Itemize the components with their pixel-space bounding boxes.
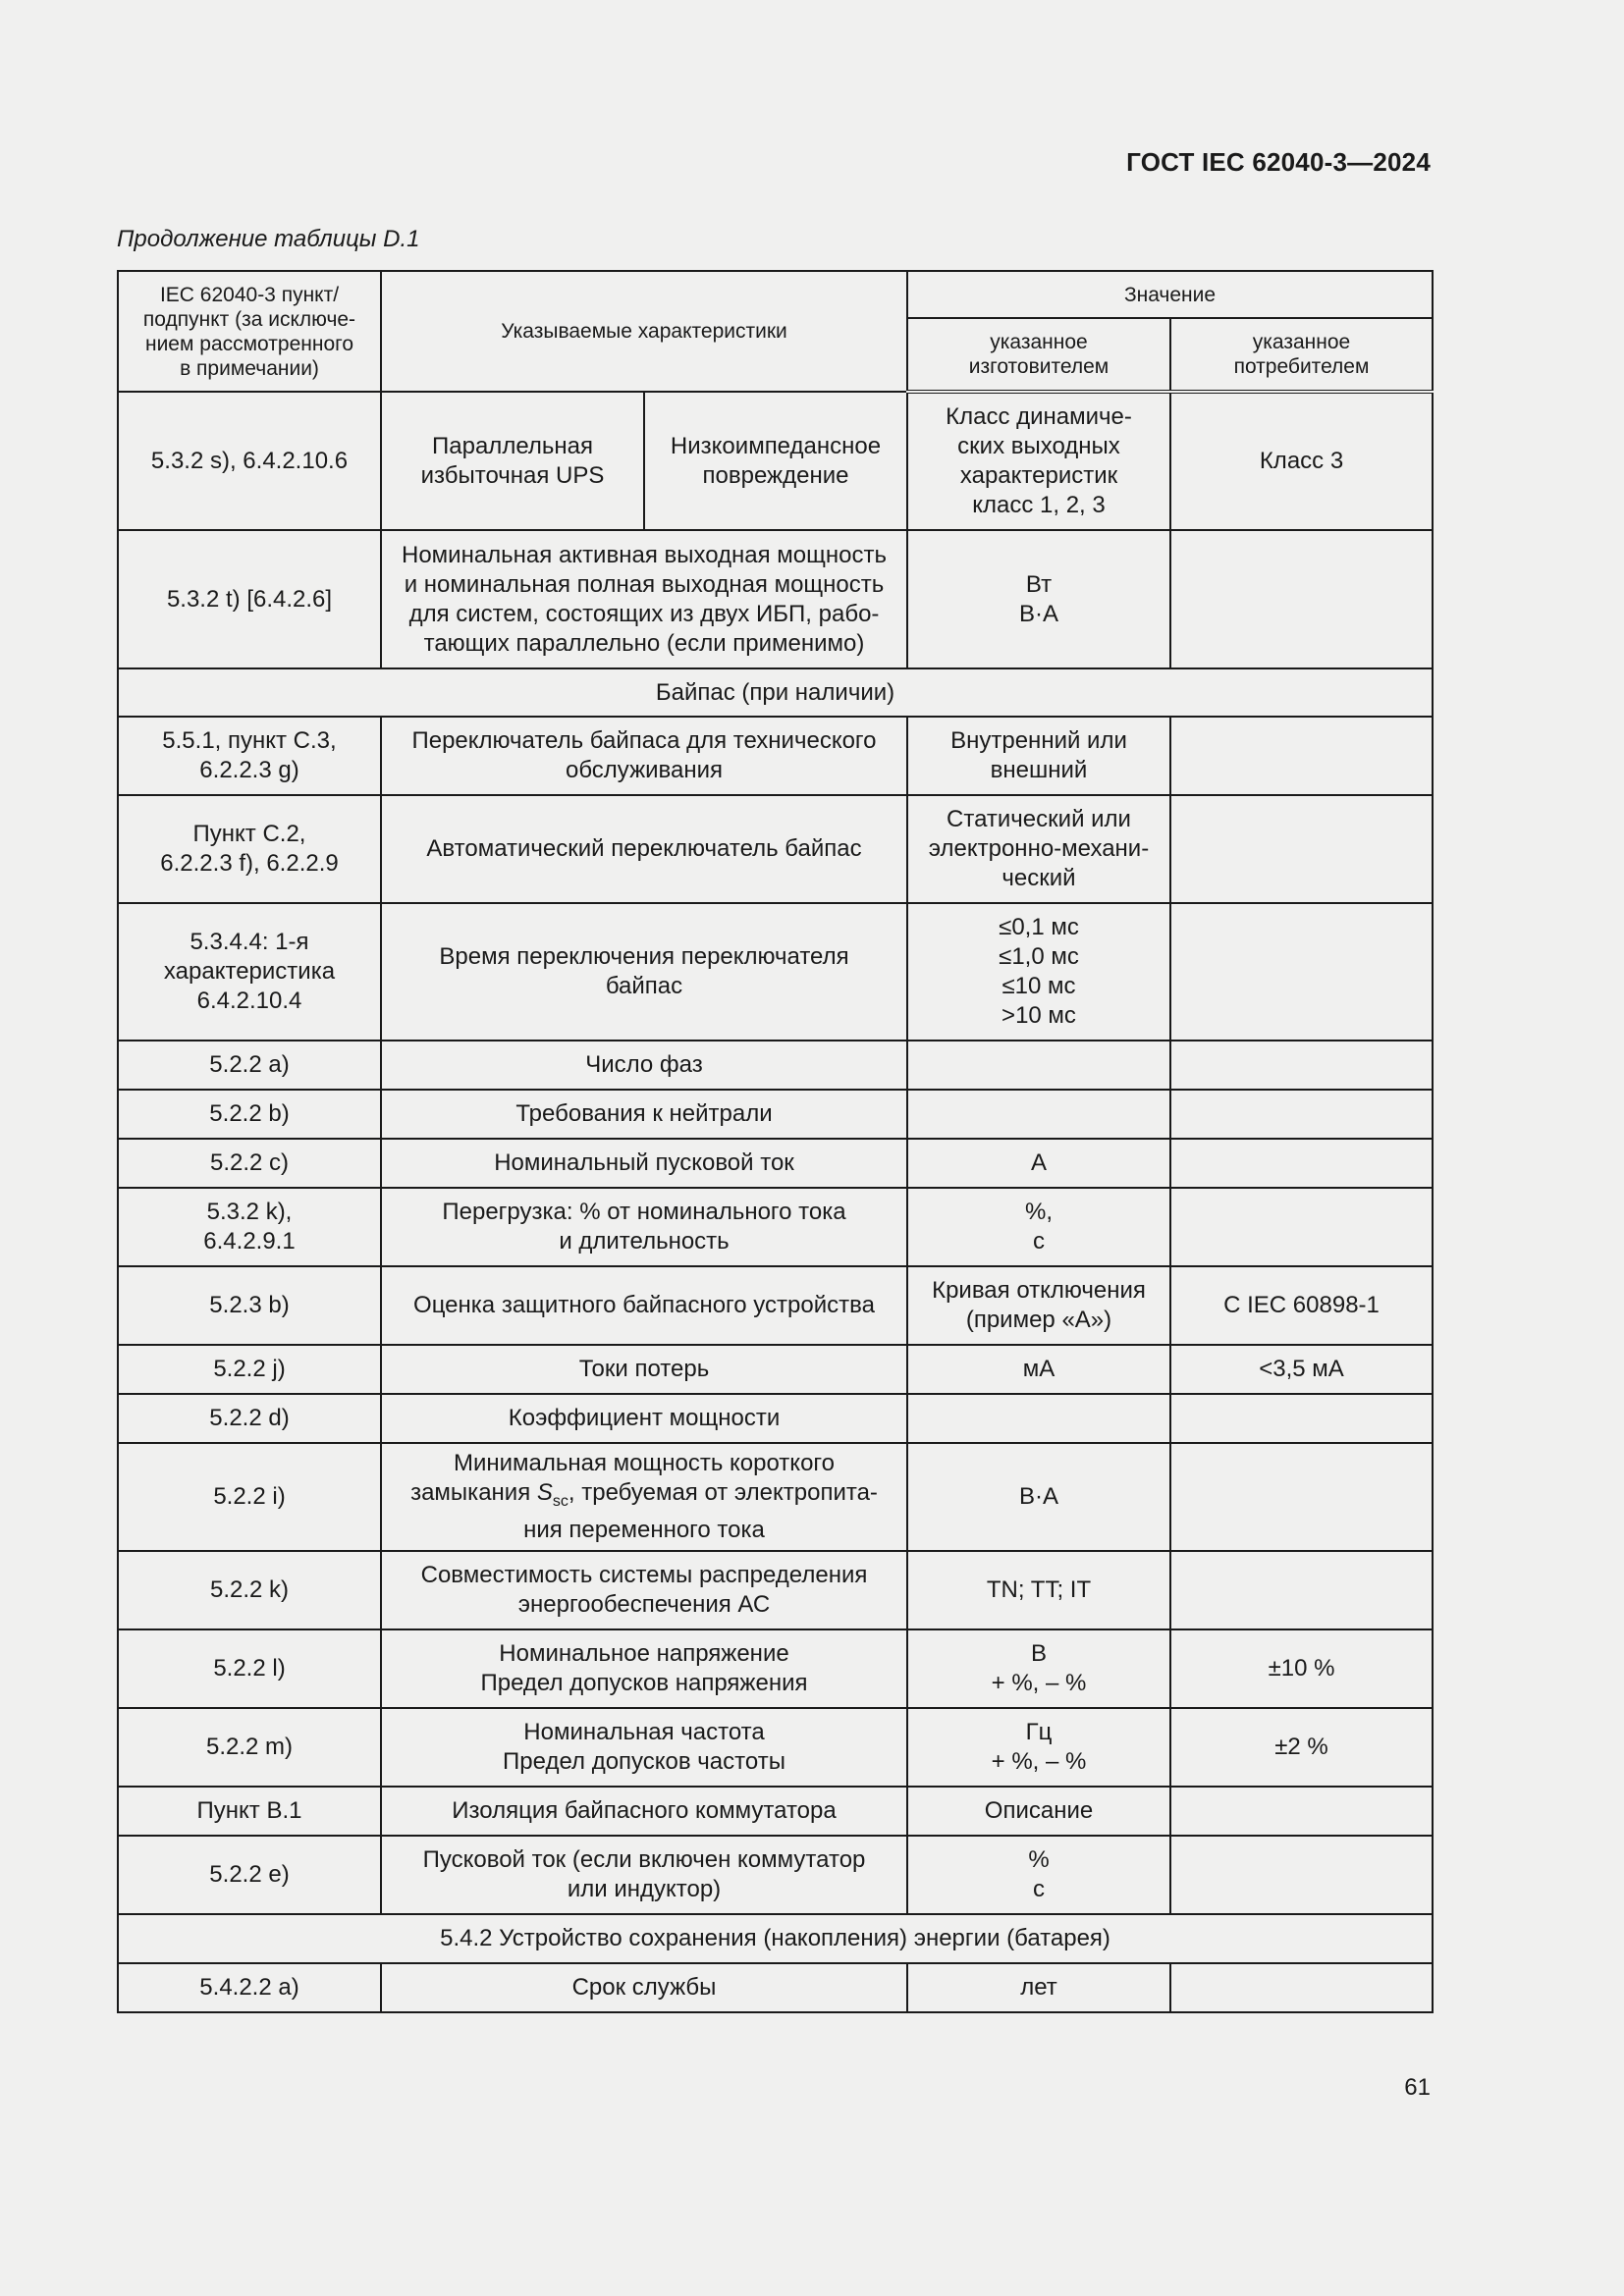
purchaser-value-cell xyxy=(1170,530,1433,668)
characteristic-cell: Совместимость системы распределения энергообеспечения АС xyxy=(381,1551,907,1629)
clause-cell: 5.2.2 j) xyxy=(118,1345,381,1394)
manufacturer-value-cell: Гц + %, – % xyxy=(907,1708,1170,1787)
manufacturer-value-cell: Класс динамиче- ских выходных характеристик класс 1, 2, 3 xyxy=(907,392,1170,530)
table-row xyxy=(118,1090,1433,1139)
section-title-bypass: Байпас (при наличии) xyxy=(118,668,1433,717)
table-row xyxy=(118,1836,1433,1914)
section-row xyxy=(118,1914,1433,1963)
characteristic-line: , требуемая от электропита- xyxy=(568,1478,878,1506)
table-row xyxy=(118,1787,1433,1836)
characteristic-cell: Коэффициент мощности xyxy=(381,1394,907,1443)
manufacturer-value-cell: Описание xyxy=(907,1787,1170,1836)
manufacturer-value-cell: %, с xyxy=(907,1188,1170,1266)
table-row xyxy=(118,717,1433,795)
clause-cell: 5.2.2 a) xyxy=(118,1041,381,1090)
manufacturer-value-cell: В + %, – % xyxy=(907,1629,1170,1708)
characteristic-cell: Переключатель байпаса для технического обслуживания xyxy=(381,717,907,795)
purchaser-value-cell xyxy=(1170,903,1433,1041)
clause-cell: 5.2.2 e) xyxy=(118,1836,381,1914)
table-row xyxy=(118,1394,1433,1443)
clause-cell: 5.3.2 t) [6.4.2.6] xyxy=(118,530,381,668)
table-row xyxy=(118,1266,1433,1345)
characteristic-cell: Число фаз xyxy=(381,1041,907,1090)
table-row xyxy=(118,1963,1433,2012)
table-row xyxy=(118,1041,1433,1090)
table-row xyxy=(118,1551,1433,1629)
purchaser-value-cell xyxy=(1170,1394,1433,1443)
characteristic-cell xyxy=(381,1443,907,1551)
characteristic-cell: Низкоимпедансное повреждение xyxy=(644,392,907,530)
purchaser-value-cell xyxy=(1170,1090,1433,1139)
clause-cell: 5.2.2 i) xyxy=(118,1443,381,1551)
table-row xyxy=(118,1629,1433,1708)
characteristic-line: Минимальная мощность короткого xyxy=(453,1449,835,1476)
purchaser-value-cell xyxy=(1170,717,1433,795)
section-title-energy-storage: 5.4.2 Устройство сохранения (накопления) энергии (батарея) xyxy=(118,1914,1433,1963)
characteristic-cell: Параллельная избыточная UPS xyxy=(381,392,644,530)
purchaser-value-cell xyxy=(1170,1443,1433,1551)
manufacturer-value-cell xyxy=(907,1041,1170,1090)
table-row xyxy=(118,1708,1433,1787)
purchaser-value-cell xyxy=(1170,1551,1433,1629)
purchaser-value-cell xyxy=(1170,795,1433,903)
clause-cell: 5.2.2 k) xyxy=(118,1551,381,1629)
purchaser-value-cell xyxy=(1170,1836,1433,1914)
purchaser-value-cell xyxy=(1170,1963,1433,2012)
purchaser-value-cell xyxy=(1170,1041,1433,1090)
table-row xyxy=(118,1188,1433,1266)
clause-cell: Пункт С.2, 6.2.2.3 f), 6.2.2.9 xyxy=(118,795,381,903)
table-row xyxy=(118,903,1433,1041)
manufacturer-value-cell: лет xyxy=(907,1963,1170,2012)
symbol-subscript: sc xyxy=(552,1492,568,1510)
manufacturer-value-cell: Внутренний или внешний xyxy=(907,717,1170,795)
manufacturer-value-cell: А xyxy=(907,1139,1170,1188)
purchaser-value-cell xyxy=(1170,1139,1433,1188)
characteristic-cell: Требования к нейтрали xyxy=(381,1090,907,1139)
characteristics-table xyxy=(117,270,1434,2013)
clause-cell: 5.3.2 s), 6.4.2.10.6 xyxy=(118,392,381,530)
characteristic-cell: Номинальное напряжение Предел допусков напряжения xyxy=(381,1629,907,1708)
clause-cell: 5.2.2 l) xyxy=(118,1629,381,1708)
characteristic-cell: Автоматический переключатель байпас xyxy=(381,795,907,903)
clause-cell: 5.2.2 d) xyxy=(118,1394,381,1443)
manufacturer-value-cell xyxy=(907,1394,1170,1443)
section-row xyxy=(118,668,1433,717)
characteristic-cell: Срок службы xyxy=(381,1963,907,2012)
characteristic-line: ния переменного тока xyxy=(523,1517,765,1544)
purchaser-value-cell: ±10 % xyxy=(1170,1629,1433,1708)
manufacturer-value-cell: ≤0,1 мс ≤1,0 мс ≤10 мс >10 мс xyxy=(907,903,1170,1041)
table-row xyxy=(118,1345,1433,1394)
header-characteristics: Указываемые характеристики xyxy=(381,271,907,392)
header-value: Значение xyxy=(907,271,1433,318)
clause-cell: 5.2.2 c) xyxy=(118,1139,381,1188)
manufacturer-value-cell xyxy=(907,1090,1170,1139)
manufacturer-value-cell: Статический или электронно-механи- ческий xyxy=(907,795,1170,903)
manufacturer-value-cell: % с xyxy=(907,1836,1170,1914)
clause-cell: 5.2.2 b) xyxy=(118,1090,381,1139)
manufacturer-value-cell: мА xyxy=(907,1345,1170,1394)
characteristic-cell: Перегрузка: % от номинального тока и длительность xyxy=(381,1188,907,1266)
clause-cell: 5.3.2 k), 6.4.2.9.1 xyxy=(118,1188,381,1266)
purchaser-value-cell: ±2 % xyxy=(1170,1708,1433,1787)
manufacturer-value-cell: Кривая отключения (пример «А») xyxy=(907,1266,1170,1345)
purchaser-value-cell: <3,5 мА xyxy=(1170,1345,1433,1394)
clause-cell: 5.2.3 b) xyxy=(118,1266,381,1345)
manufacturer-value-cell: TN; TT; IT xyxy=(907,1551,1170,1629)
purchaser-value-cell: С IEC 60898-1 xyxy=(1170,1266,1433,1345)
characteristic-cell: Номинальная активная выходная мощность и номинальная полная выходная мощность для систем, состоящих из двух ИБП, рабо- тающих параллельно (если применимо) xyxy=(381,530,907,668)
characteristic-cell: Пусковой ток (если включен коммутатор или индуктор) xyxy=(381,1836,907,1914)
table-caption: Продолжение таблицы D.1 xyxy=(117,226,420,252)
characteristic-line: замыкания xyxy=(410,1478,537,1506)
table-row xyxy=(118,530,1433,668)
characteristic-cell: Оценка защитного байпасного устройства xyxy=(381,1266,907,1345)
header-purchaser: указанное потребителем xyxy=(1170,318,1433,392)
clause-cell: 5.3.4.4: 1-я характеристика 6.4.2.10.4 xyxy=(118,903,381,1041)
clause-cell: 5.4.2.2 a) xyxy=(118,1963,381,2012)
table-row xyxy=(118,1443,1433,1551)
characteristic-cell: Изоляция байпасного коммутатора xyxy=(381,1787,907,1836)
table-row xyxy=(118,795,1433,903)
header-clause: IEC 62040-3 пункт/ подпункт (за исключе- нием рассмотренного в примечании) xyxy=(118,271,381,392)
characteristic-cell: Номинальный пусковой ток xyxy=(381,1139,907,1188)
document-code: ГОСТ IEC 62040-3—2024 xyxy=(1126,147,1431,177)
manufacturer-value-cell: В·А xyxy=(907,1443,1170,1551)
clause-cell: 5.2.2 m) xyxy=(118,1708,381,1787)
purchaser-value-cell xyxy=(1170,1188,1433,1266)
symbol-s: S xyxy=(536,1478,553,1506)
purchaser-value-cell xyxy=(1170,1787,1433,1836)
header-manufacturer: указанное изготовителем xyxy=(907,318,1170,392)
clause-cell: 5.5.1, пункт С.3, 6.2.2.3 g) xyxy=(118,717,381,795)
manufacturer-value-cell: Вт В·А xyxy=(907,530,1170,668)
clause-cell: Пункт В.1 xyxy=(118,1787,381,1836)
characteristic-cell: Номинальная частота Предел допусков частоты xyxy=(381,1708,907,1787)
page-number: 61 xyxy=(1404,2074,1431,2101)
table-row xyxy=(118,1139,1433,1188)
characteristic-cell: Время переключения переключателя байпас xyxy=(381,903,907,1041)
purchaser-value-cell: Класс 3 xyxy=(1170,392,1433,530)
table-row xyxy=(118,392,1433,530)
characteristic-cell: Токи потерь xyxy=(381,1345,907,1394)
